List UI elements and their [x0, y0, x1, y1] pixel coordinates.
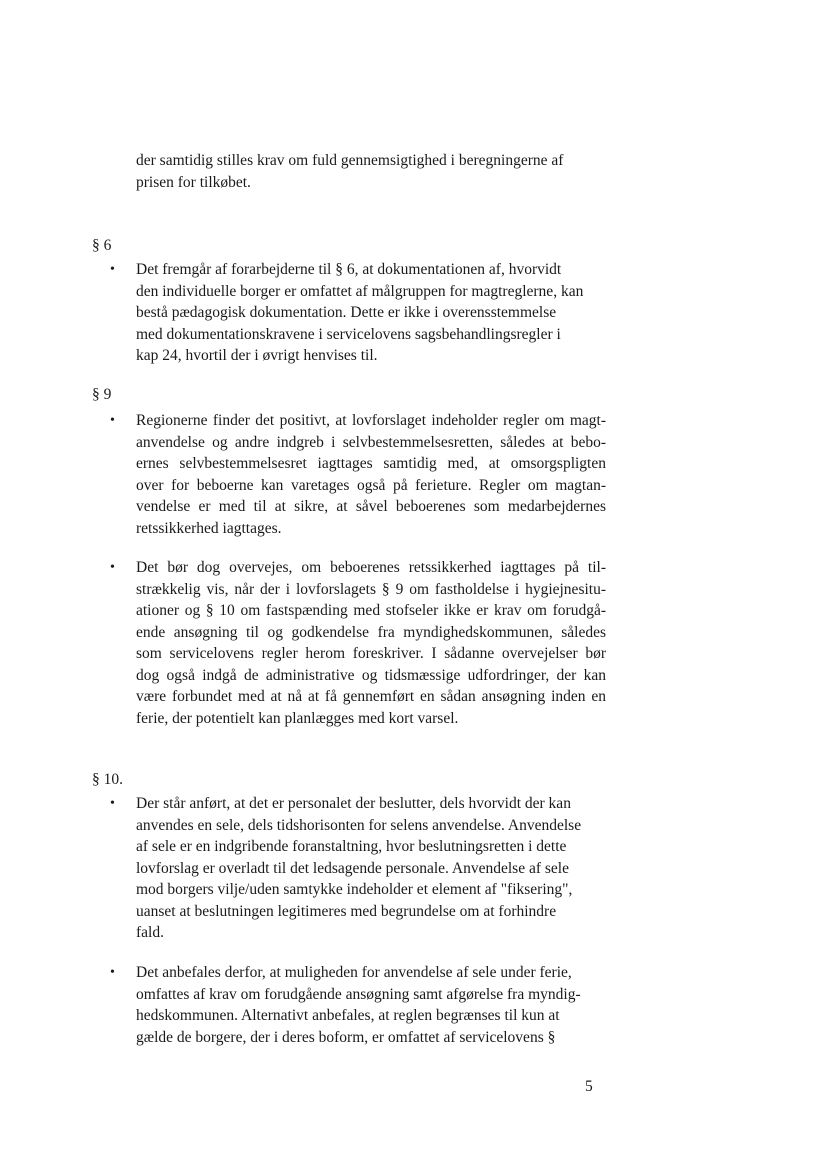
text-line: mod borgers vilje/uden samtykke indeholder et element af "fiksering", — [136, 881, 573, 898]
text-line: retssikkerhed iagttages. — [136, 519, 282, 537]
text-line: Det fremgår af forarbejderne til § 6, at dokumentationen af, hvorvidt — [136, 261, 562, 278]
section-6-bullet-1 — [136, 259, 606, 367]
text-line: Det bør dog overvejes, om beboerenes retssikkerhed iagttages på til- — [136, 559, 606, 576]
text-line: ende ansøgning til og godkendelse fra myndighedskommunen, således — [136, 623, 606, 641]
text-line: ernes selvbestemmelsesret iagttages samtidig med, at omsorgspligten — [136, 455, 606, 472]
section-heading-6: § 6 — [92, 237, 112, 254]
text-line: den individuelle borger er omfattet af målgruppen for magtreglerne, kan — [136, 282, 584, 300]
text-line: anvendes en sele, dels tidshorisonten for selens anvendelse. Anvendelse — [136, 816, 582, 834]
text-line: med dokumentationskravene i servicelovens sagsbehandlingsregler i — [136, 325, 561, 343]
section-heading-10: § 10. — [92, 771, 123, 788]
text-line: prisen for tilkøbet. — [136, 173, 251, 191]
bullet-icon: • — [110, 965, 115, 980]
intro-paragraph — [136, 150, 606, 193]
text-line: hedskommunen. Alternativt anbefales, at reglen begrænses til kun at — [136, 1007, 560, 1024]
text-line: være forbundet med at nå at få gennemført en sådan ansøgning inden en — [136, 688, 606, 705]
bullet-icon: • — [110, 262, 115, 277]
section-10-bullet-1 — [136, 793, 606, 944]
text-line: bestå pædagogisk dokumentation. Dette er ikke i overensstemmelse — [136, 304, 557, 321]
text-line: der samtidig stilles krav om fuld gennemsigtighed i beregningerne af — [136, 152, 564, 169]
text-line: kap 24, hvortil der i øvrigt henvises til. — [136, 347, 378, 364]
text-line: som servicelovens regler herom foreskriver. I sådanne overvejelser bør — [136, 645, 606, 662]
text-line: dog også indgå de administrative og tidsmæssige udfordringer, der kan — [136, 666, 606, 684]
text-line: lovforslag er overladt til det ledsagende personale. Anvendelse af sele — [136, 859, 569, 877]
text-line: Regionerne finder det positivt, at lovforslaget indeholder regler om magt- — [136, 412, 606, 429]
bullet-icon: • — [110, 413, 115, 428]
text-line: Det anbefales derfor, at muligheden for anvendelse af sele under ferie, — [136, 964, 572, 981]
text-line: over for beboerne kan varetages også på ferieture. Regler om magtan- — [136, 476, 606, 494]
bullet-icon: • — [110, 796, 115, 811]
section-9-bullet-1 — [136, 410, 606, 539]
text-line: af sele er en indgribende foranstaltning, hvor beslutningsretten i dette — [136, 838, 567, 855]
text-line: omfattes af krav om forudgående ansøgning samt afgørelse fra myndig- — [136, 985, 581, 1003]
text-line: fald. — [136, 924, 164, 941]
text-line: Der står anført, at det er personalet der beslutter, dels hvorvidt der kan — [136, 795, 571, 812]
text-line: ationer og § 10 om fastspænding med stofseler ikke er krav om forudgå- — [136, 602, 606, 619]
text-line: uanset at beslutningen legitimeres med begrundelse om at forhindre — [136, 902, 557, 920]
text-line: anvendelse og andre indgreb i selvbestemmelsesretten, således at bebo- — [136, 433, 606, 451]
section-heading-9: § 9 — [92, 386, 112, 403]
page-number: 5 — [585, 1078, 593, 1095]
section-9-bullet-2 — [136, 557, 606, 729]
text-line: gælde de borgere, der i deres boform, er omfattet af servicelovens § — [136, 1028, 556, 1046]
text-line: strækkelig vis, når der i lovforslagets § 9 om fastholdelse i hygiejnesitu- — [136, 580, 606, 598]
section-10-bullet-2 — [136, 962, 606, 1048]
text-line: ferie, der potentielt kan planlægges med kort varsel. — [136, 709, 459, 727]
bullet-icon: • — [110, 560, 115, 575]
text-line: vendelse er med til at sikre, at såvel beboerenes som medarbejdernes — [136, 498, 606, 515]
